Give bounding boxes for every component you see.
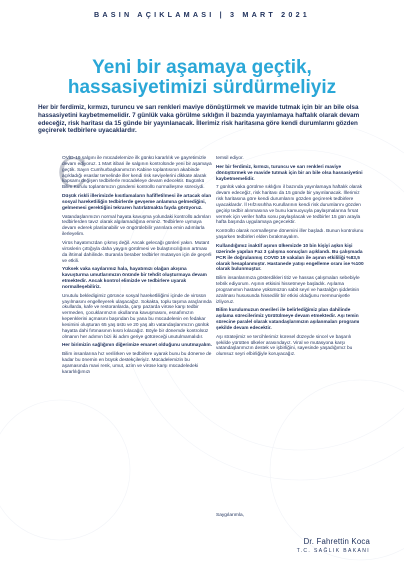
body-paragraph: OVİD-19 salgını ile mücadelemize ilk günkü kararlılık ve gayretimizle devam ediyoruz. 1 Mart itibari ile salgının kontrolünde yeni bir aşamaya geçtik. Sayın Cumhurbaşkanımızın Kabine toplantısının akabinde açıkladığı esaslar temelinde iller kendi risk seviyelerini dikkate alarak kapsamı değişen tedbirlerle mücadeleye devam edecektir. Bugünkü Bilim Kurulu toplantımızın gündemi kontrollü normalleşme süreciydi. [62,156,212,191]
signature-role: T.C. SAĞLIK BAKANI [296,548,370,554]
right-column [216,156,366,361]
body-paragraph: Yüksek vaka sayılarımız hala, hayatımızı olağan akışına kavuşturma umutlarımızın önünde bir tehdit oluşturmaya devam etmektedir. Ancak kontrol elimizde ve tedbirlere uyarak normalleşebiliriz. [62,267,207,290]
body-paragraph: Her bir ferdimiz, kırmızı, turuncu ve sarı renkleri maviye dönüştürmek ve mavide tutmak için bir an bile olsa hassasiyetini kaybetmemelidir. [216,164,363,182]
body-paragraph: 7 günlük vaka görülme sıklığını il bazında yayınlamaya haftalık olarak devam edeceğiz, risk haritası da 15 günde bir yayınlanacak. İllerimiz risk haritasına göre kendi durumlarını gözden geçirerek tedbirlere uyacaklardır. İl Hıfzıssıhha Kurullarının kendi risk durumlarını gözden geçirip tedbir alınmasına ve bunu kamuoyuyla paylaşmalarına fırsat vermek için veriler hafta sonu paylaşılacak ve tedbirler 15 gün arayla hafta başında uygulamaya geçecektir. [216,185,363,226]
body-paragraph: Kullandığımız inaktif aşının ülkemizde 10 bin kişiyi aşkın kişi üzerinde yapılan Faz 3 çalışma sonuçları açıklandı. Bu çalışmada PCR ile doğrulanmış COVID 19 vakaları ile aşının etkililiği %83,5 olarak hesaplanmıştır. Hastanede yatışı engelleme oranı ise %100 olarak bulunmuştur. [216,243,364,273]
signature-block [290,537,370,554]
title-line-2: hassasiyetimizi sürdürmeliyiz [67,77,337,98]
left-column [62,156,212,379]
lead-paragraph: Her bir ferdimiz, kırmızı, turuncu ve sarı renkleri maviye dönüştürmek ve mavide tutmak için bir an bile olsa hassasiyetini kaybetmemelidir. 7 günlük vaka görülme sıklığın il bazında yayınlamaya haftalık olarak devam edeceğiz, risk haritası da 15 günde bir yayınlanacak. İllerimiz risk haritasına göre kendi durumlarını gözden geçirerek tedbirlere uyacaklardır. [38,104,360,135]
drop-cap: C [57,151,88,197]
body-paragraph: Bilim kurulumuzun önerileri ile belirlediğimiz plan dahilinde aşılama sürecilerimiz yürütülmeye devam etmektedir. Aşı temin sürecine paralel olarak vatandaşlarımızın aşılanmaları programı şekilde devam edecektir. [216,308,360,331]
body-paragraph: Vatandaşlarımızın normal hayata kavuşma yolundaki kontrollü adımları tedbirlerden tavız olarak algılamadığına eminiz. Tedbirlere uymaya devam ederek planlanabilir ve öngörülebilir yarınlara emin adımlarla ilerleyelim. [62,214,211,238]
signature-name: Dr. Fahrettin Koca [303,537,370,546]
body-paragraph: Virüs hayatımızdan çıkmış değil. Ancak gelecağı günleri yakın. Mutant virüslerin çıttığıyla daha yaygın görülmesi ve bulaştırıcılığının artması da ihtimal dahilinde. Buranıla beraber tedbirler mutasyon için de geçerli ve etkili. [62,240,212,264]
body-paragraph: temsil ediyor. [216,156,244,161]
body-paragraph: Bilim insanlarına hız verilirken ve tedbirlere uyarak bunu bu döneme de kadar bu önemin en büyük destekçileriyiz. Mücadelemizin bu aşamasında mavi renk, umut, azim ve virüse karşı mücadeledeki kararlılığımızı [62,352,212,375]
document-title [40,58,364,98]
body-paragraph: Her birimizin sağlığının diğerimize emanet olduğunu unutmayalım. [62,343,212,349]
document-header: BASIN AÇIKLAMASI | 3 MART 2021 [94,10,310,19]
title-line-1: Yeni bir aşamaya geçtik, [92,57,312,78]
body-paragraph: Unutulu bekledigimiz görünce sosyal hareketliliğimi içinde de virüsün yayılmasını engelleyerek ulaşacağız. Sokakta, toplu taşıma araçlarında okullarda, kafe ve restoranlarda, çarşı pazarda virüse karşı tedbir vermeden, çocuklarımızın okullarına kavuşmasını, esnafımızın kepenklerini açmasını başından bu yana bu mücadelenin en fedakar kesimini oluşturan 65 yaş üstü ve 20 yaş altı vatandaşlarımızın günlük hayatta dahi fırtınasının kısıtı kılacağız. Böyle bir dönemde kontrolsüz olmanın her adımın bizi iki adım geriye götüreceği unutulmamalıdır. [62,293,212,340]
body-paragraph: Aşı stratejimiz ve tercihlerimiz küresel düzeyde sincel ve başarılı şekilde yürütten ülkeler arasındayız. Viral ve mutasyona karşı vatandaşlarımızın destek ve işbirliğini, sayesinde yaşadığımız bu olumsuz seyri elbirliğiyle koruyacağız. [216,334,353,358]
greeting: Saygılarımla, [216,513,244,518]
body-paragraph: Kontrollü olarak normalleşme dönemini iller başladı. Bunun kontrolunu yaşarken tedbirleri elden bırakmayalım. [216,229,364,241]
body-paragraph: Düşük riskli illerimizde kısıtlamaların hafifletilmesi ile artacak olan sosyal hareketliliğin tedbirlerde gevşeme anlamına gelmediğini, gelmemesi gerektiğini tekraren hatırlatmakta fayda görüyoruz. [62,194,212,211]
body-paragraph: Bilim insanlarımıza gösterdikleri titiz ve hassas çalışmaları sebebiyle tebrik ediyorum. Aşının etkisini hissetmeye başladık. Aşılama programımın hastane yükümüzün sabit seyri ve hastalığın şiddetinin azalması hususunda hissedilir bir etkisi olduğunu memnuniyetle izliyoruz. [216,276,360,305]
